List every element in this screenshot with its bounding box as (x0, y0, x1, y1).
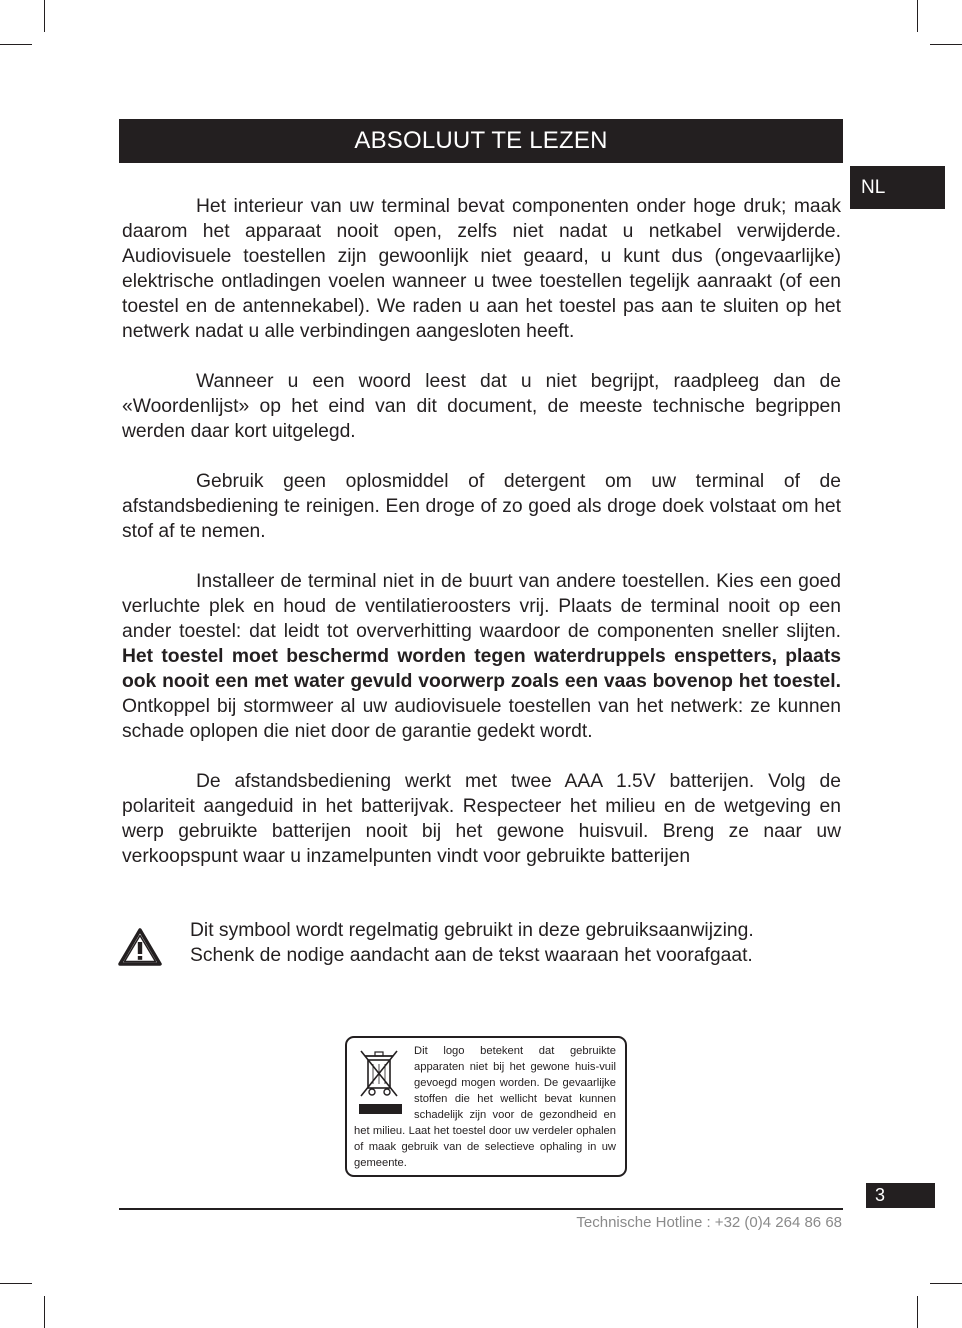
language-tab: NL (850, 166, 945, 209)
page-number: 3 (866, 1183, 935, 1208)
installation-text-end: Ontkoppel bij stormweer al uw audiovisuele toestellen van het netwerk: ze kunnen schade oplopen die niet door de garantie gedekt wordt. (122, 696, 841, 742)
page-title: ABSOLUUT TE LEZEN (119, 119, 843, 163)
crop-mark (917, 0, 918, 32)
body-text (122, 194, 841, 894)
crop-mark (0, 1283, 32, 1284)
paragraph-glossary: Wanneer u een woord leest dat u niet begrijpt, raadpleeg dan de «Woordenlijst» op het eind van dit document, de meeste technische begrippen werden daar kort uitgelegd. (122, 371, 841, 442)
weee-notice (345, 1036, 627, 1177)
weee-bar (359, 1104, 402, 1114)
crop-mark (930, 1283, 962, 1284)
paragraph-installation (122, 569, 841, 744)
warning-line-2: Schenk de nodige aandacht aan de tekst waaraan het voorafgaat. (190, 945, 753, 966)
crop-mark (44, 0, 45, 32)
warning-line-1: Dit symbool wordt regelmatig gebruikt in deze gebruiksaanwijzing. (190, 920, 754, 941)
paragraph-cleaning: Gebruik geen oplosmiddel of detergent om uw terminal of de afstandsbediening te reinigen. Een droge of zo goed als droge doek volstaat om het stof af te nemen. (122, 471, 841, 542)
warning-triangle-icon (117, 927, 163, 967)
crop-mark (917, 1296, 918, 1328)
crop-mark (0, 44, 32, 45)
paragraph-safety: Het interieur van uw terminal bevat componenten onder hoge druk; maak daarom het apparaat nooit open, zelfs niet nadat u netkabel verwijderde. Audiovisuele toestellen zijn gewoonlijk niet geaard, u kunt dus (ongevaarlijke) elektrische ontladingen voelen wanneer u twee toestellen tegelijk aanraakt (of een toestel en de antennekabel). We raden u aan het toestel pas aan te sluiten op het netwerk nadat u alle verbindingen aangesloten heeft. (122, 196, 841, 342)
crop-mark (930, 44, 962, 45)
crop-mark (44, 1296, 45, 1328)
installation-text-start: Installeer de terminal niet in de buurt van andere toestellen. Kies een goed verluchte plek en houd de ventilatieroosters vrij. Plaats de terminal nooit op een ander toestel: dat leidt tot oververhitting waardoor de componenten sneller slijten. (122, 571, 841, 642)
hotline: Technische Hotline : +32 (0)4 264 86 68 (576, 1214, 842, 1231)
warning-note (190, 918, 840, 968)
paragraph-batteries: De afstandsbediening werkt met twee AAA 1.5V batterijen. Volg de polariteit aangeduid in het batterijvak. Respecteer het milieu en de wetgeving en werp gebruikte batterijen nooit bij het gewone huisvuil. Breng ze naar uw verkoopspunt waar u inzamelpunten vindt voor gebruikte batterijen (122, 771, 841, 867)
crossed-out-wheelie-bin-icon (354, 1044, 404, 1116)
weee-text: Dit logo betekent dat gebruikte apparaten niet bij het gewone huis-vuil gevoegd mogen worden. De gevaarlijke stoffen die het wellicht bevat kunnen schadelijk zijn voor de gezondheid en het milieu. Laat het toestel door uw verdeler ophalen of maak gebruik van de selectieve ophaling in uw gemeente. (354, 1045, 616, 1169)
installation-text-bold: Het toestel moet beschermd worden tegen waterdruppels enspetters, plaats ook nooit een met water gevuld voorwerp zoals een vaas bovenop het toestel. (122, 646, 841, 692)
footer-divider (119, 1208, 843, 1210)
